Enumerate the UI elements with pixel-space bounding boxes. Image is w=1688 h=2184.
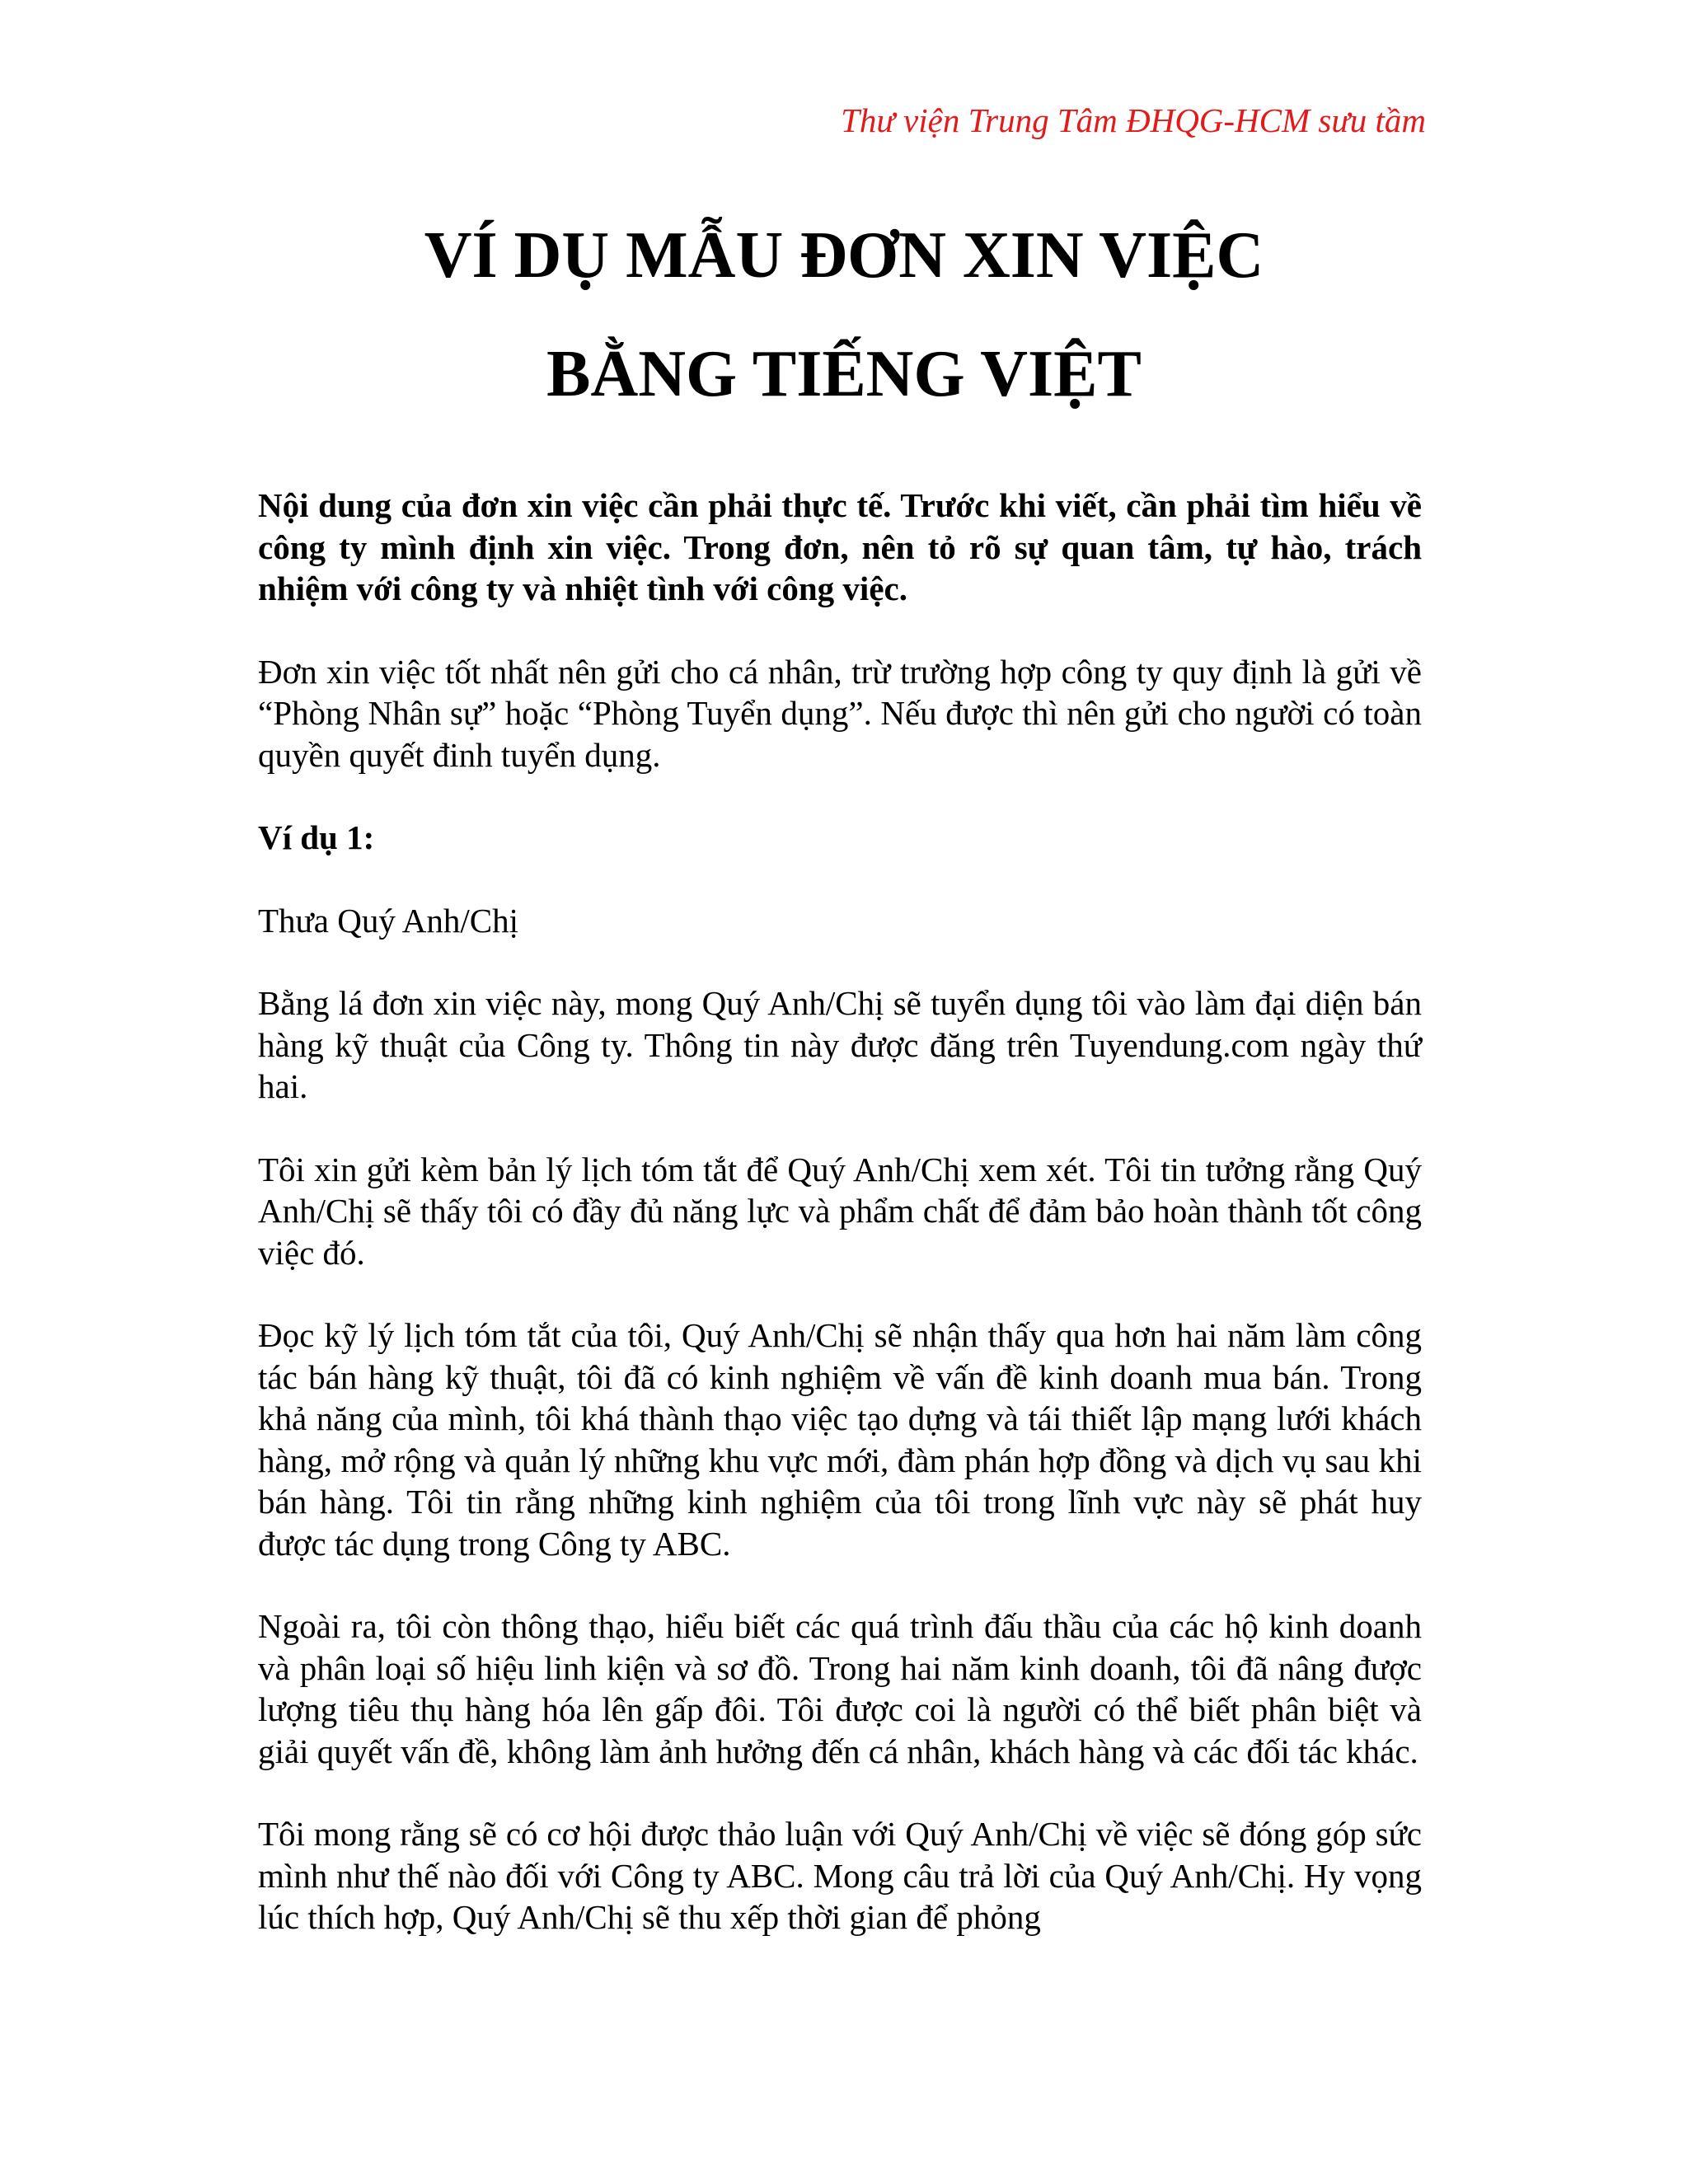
letter-paragraph: Tôi mong rằng sẽ có cơ hội được thảo luận với Quý Anh/Chị về việc sẽ đóng góp sức mình như thế nào đối với Công ty ABC. Mong câu trả lời của Quý Anh/Chị. Hy vọng lúc thích hợp, Quý Anh/Chị sẽ thu xếp thời gian để phỏng <box>258 1815 1422 1936</box>
title-line-1: VÍ DỤ MẪU ĐƠN XIN VIỆC <box>424 219 1264 292</box>
advice-paragraph: Đơn xin việc tốt nhất nên gửi cho cá nhân, trừ trường hợp công ty quy định là gửi về “Phòng Nhân sự” hoặc “Phòng Tuyển dụng”. Nếu được thì nên gửi cho người có toàn quyền quyết đinh tuyển dụng. <box>258 652 1422 774</box>
intro-paragraph: Nội dung của đơn xin việc cần phải thực tế. Trước khi viết, cần phải tìm hiểu về công ty mình định xin việc. Trong đơn, nên tỏ rõ sự quan tâm, tự hào, trách nhiệm với công ty và nhiệt tình với công việc. <box>258 486 1422 607</box>
document-body <box>258 485 1422 1980</box>
document-title <box>0 196 1688 434</box>
title-line-2: BẰNG TIẾNG VIỆT <box>546 338 1142 410</box>
letter-paragraph: Bằng lá đơn xin việc này, mong Quý Anh/Chị sẽ tuyển dụng tôi vào làm đại diện bán hàng kỹ thuật của Công ty. Thông tin này được đăng trên Tuyendung.com ngày thứ hai. <box>258 984 1422 1105</box>
letter-paragraph: Tôi xin gửi kèm bản lý lịch tóm tắt để Quý Anh/Chị xem xét. Tôi tin tưởng rằng Quý Anh/Chị sẽ thấy tôi có đầy đủ năng lực và phẩm chất để đảm bảo hoàn thành tốt công việc đó. <box>258 1150 1422 1272</box>
letter-paragraph: Đọc kỹ lý lịch tóm tắt của tôi, Quý Anh/Chị sẽ nhận thấy qua hơn hai năm làm công tác bán hàng kỹ thuật, tôi đã có kinh nghiệm về vấn đề kinh doanh mua bán. Trong khả năng của mình, tôi khá thành thạo việc tạo dựng và tái thiết lập mạng lưới khách hàng, mở rộng và quản lý những khu vực mới, đàm phán hợp đồng và dịch vụ sau khi bán hàng. Tôi tin rằng những kinh nghiệm của tôi trong lĩnh vực này sẽ phát huy được tác dụng trong Công ty ABC. <box>258 1316 1422 1563</box>
letter-paragraph: Ngoài ra, tôi còn thông thạo, hiểu biết các quá trình đấu thầu của các hộ kinh doanh và phân loại số hiệu linh kiện và sơ đồ. Trong hai năm kinh doanh, tôi đã nâng được lượng tiêu thụ hàng hóa lên gấp đôi. Tôi được coi là người có thể biết phân biệt và giải quyết vấn đề, không làm ảnh hưởng đến cá nhân, khách hàng và các đối tác khác. <box>258 1607 1422 1770</box>
source-note: Thư viện Trung Tâm ĐHQG-HCM sưu tầm <box>841 101 1426 139</box>
salutation: Thưa Quý Anh/Chị <box>258 901 519 940</box>
example-heading: Ví dụ 1: <box>258 818 375 856</box>
